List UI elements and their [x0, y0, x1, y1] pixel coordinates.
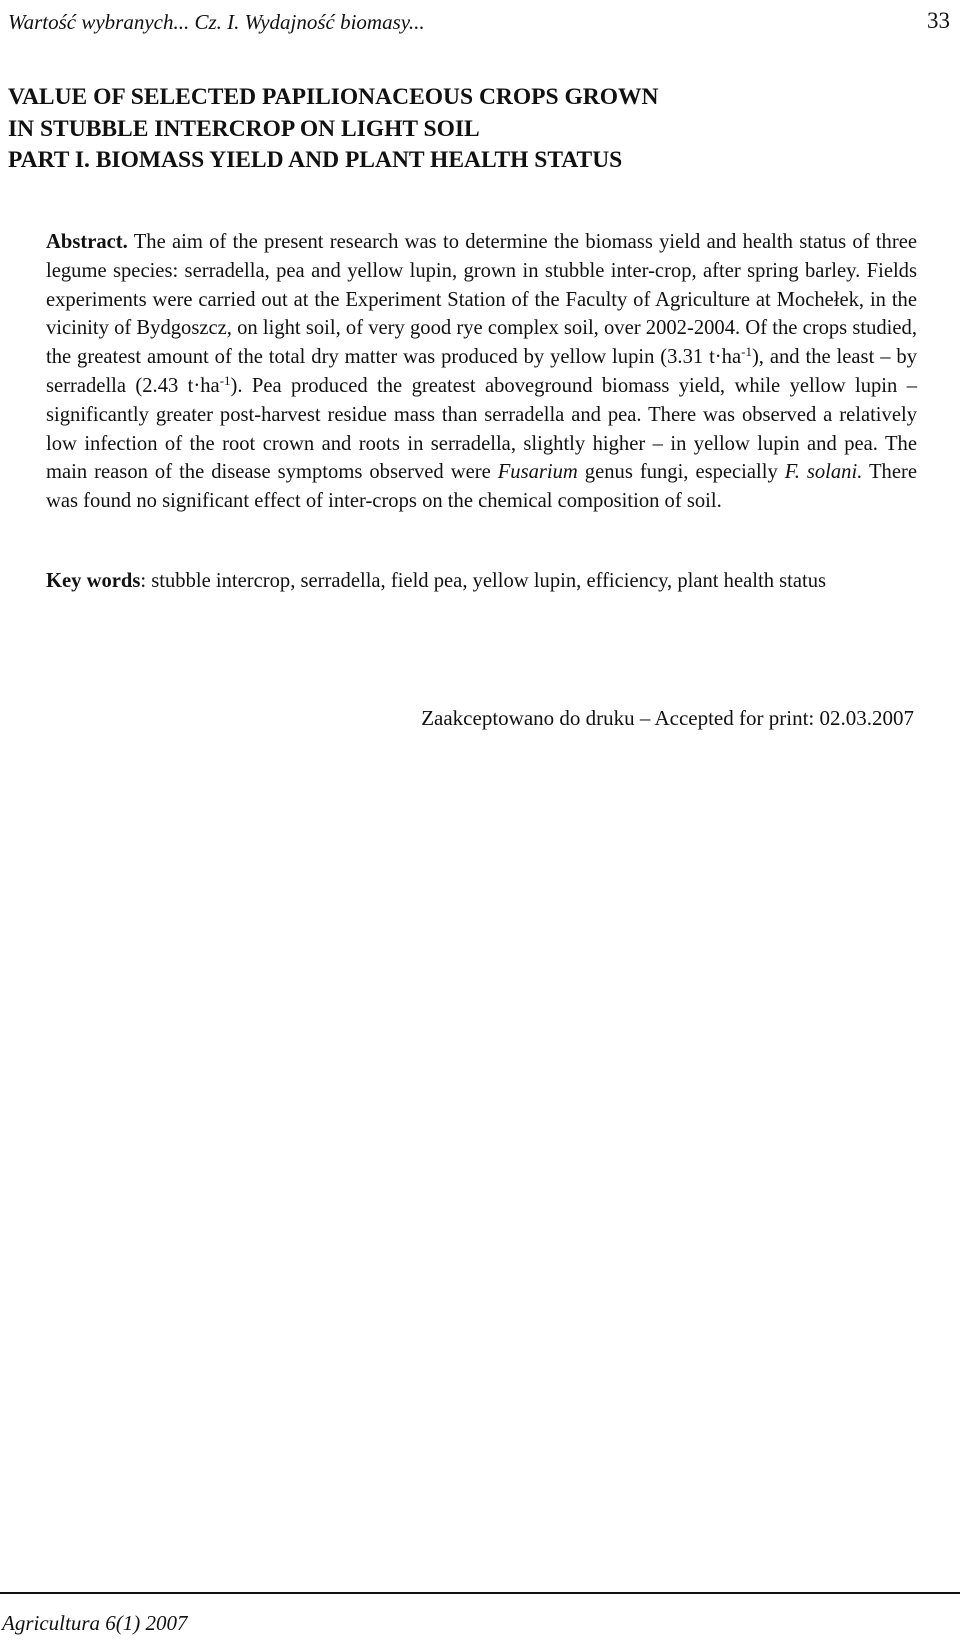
paper-title: [8, 82, 908, 177]
abstract-label: Abstract.: [46, 231, 128, 253]
abstract-text: The aim of the present research was to determine the biomass yield and health status of three legume species: serradella, pea and yellow lupin, grown in stubble inter-crop, after spring barley. Fields experiments were carried out at the Experiment Station of the Faculty of Agriculture at Mochełek, in the vicinity of Bydgoszcz, on light soil, of very good rye complex soil, over 2002-2004. Of the crops studied, the greatest amount of the total dry matter was produced by yellow lupin (3.31 t·ha: [46, 231, 917, 369]
unit-superscript: -1: [219, 372, 231, 388]
acceptance-note: Zaakceptowano do druku – Accepted for print: 02.03.2007: [421, 706, 914, 730]
abstract-paragraph: [46, 228, 917, 516]
title-line: VALUE OF SELECTED PAPILIONACEOUS CROPS GROWN: [8, 84, 659, 110]
keywords-label: Key words: [46, 570, 141, 592]
running-head: Wartość wybranych... Cz. I. Wydajność biomasy...: [8, 10, 425, 34]
species-name: F. solani.: [784, 461, 863, 484]
page-number: 33: [927, 8, 950, 33]
abstract-text: ), and the least – by serradella (2.43 t·ha: [46, 346, 917, 397]
page-header: [8, 8, 950, 38]
abstract-text: genus fungi, especially: [577, 461, 785, 484]
abstract-text: ). Pea produced the greatest aboveground biomass yield, while yellow lupin – significantly greater post-harvest residue mass than serradella and pea. There was observed a relatively low infection of the root crown and roots in serradella, slightly higher – in yellow lupin and pea. The main reason of the disease symptoms observed were: [46, 374, 917, 484]
keywords-text: : stubble intercrop, serradella, field pea, yellow lupin, efficiency, plant health status: [140, 570, 827, 592]
title-line: PART I. BIOMASS YIELD AND PLANT HEALTH STATUS: [8, 147, 623, 173]
abstract-text: There was found no significant effect of inter-crops on the chemical composition of soil.: [46, 461, 917, 513]
journal-footer: Agricultura 6(1) 2007: [2, 1611, 188, 1635]
unit-superscript: -1: [741, 344, 752, 360]
title-line: IN STUBBLE INTERCROP ON LIGHT SOIL: [8, 115, 480, 142]
keywords-paragraph: [46, 567, 917, 596]
footer-divider: [0, 1592, 960, 1594]
genus-name: Fusarium: [497, 461, 578, 484]
